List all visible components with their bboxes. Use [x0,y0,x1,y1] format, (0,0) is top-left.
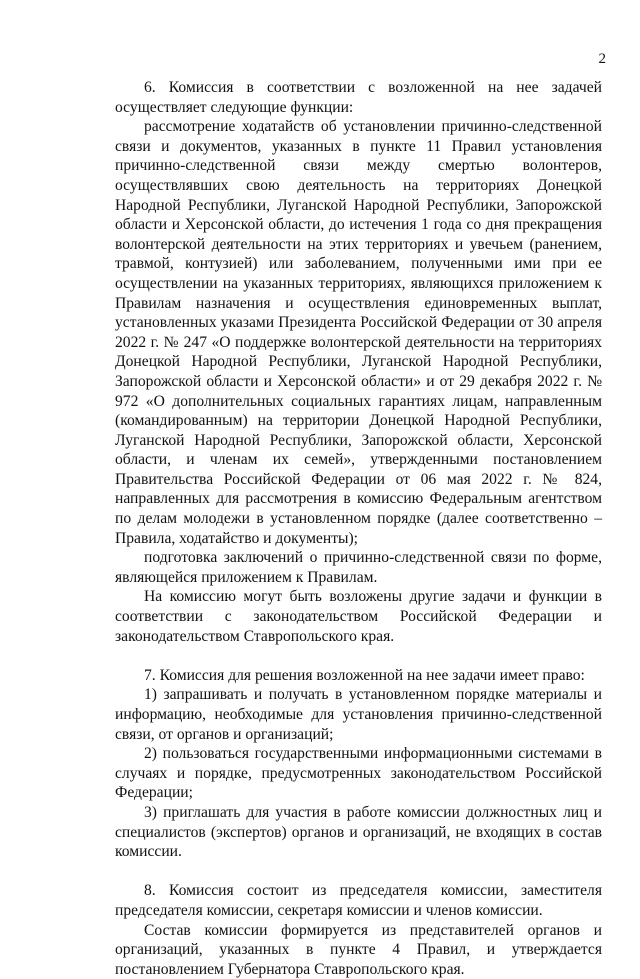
document-body [115,78,602,979]
section-7-right-3: 3) приглашать для участия в работе комиссии должностных лиц и специалистов (экспертов) органов и организаций, не входящих в состав комиссии. [115,803,602,861]
section-6-additional: На комиссию могут быть возложены другие задачи и функции в соответствии с законодательством Российской Федерации и законодательством Ставропольского края. [115,588,602,645]
section-6-function-2: подготовка заключений о причинно-следственной связи по форме, являющейся приложением к Правилам. [115,549,602,586]
section-8-composition: Состав комиссии формируется из представителей органов и организаций, указанных в пункте 4 Правил, и утверждается постановлением Губернатора Ставропольского края. [115,921,602,978]
page-number: 2 [598,51,606,67]
section-7-heading: 7. Комиссия для решения возложенной на нее задачи имеет право: [144,666,585,684]
section-6-function-1: рассмотрение ходатайств об установлении причинно-следственной связи и документов, указанных в пункте 11 Правил установления причинно-следственной связи между смертью волонтеров, осуществлявших свою деятельность на территориях Донецкой Народной Республики, Луганской Народной Республики, Запорожской области и Херсонской области, до истечения 1 года со дня прекращения волонтерской деятельности на этих территориях и увечьем (ранением, травмой, контузией) или заболеванием, полученными ими при ее осуществлении на указанных территориях, являющихся приложением к Правилам назначения и осуществления единовременных выплат, установленных указами Президента Российской Федерации от 30 апреля 2022 г. № 247 «О поддержке волонтерской деятельности на территориях Донецкой Народной Республики, Луганской Народной Республики, Запорожской области и Херсонской области» и от 29 декабря 2022 г. № 972 «О дополнительных социальных гарантиях лицам, направленным (командированным) на территории Донецкой Народной Республики, Луганской Народной Республики, Запорожской области, Херсонской области, и членам их семей», утвержденными постановлением Правительства Российской Федерации от 06 мая 2022 г. № 824, направленных для рассмотрения в комиссию Федеральным агентством по делам молодежи в установленном порядке (далее соответственно – Правила, ходатайство и документы); [115,118,602,547]
section-8-heading: 8. Комиссия состоит из председателя комиссии, заместителя председателя комиссии, секретаря комиссии и членов комиссии. [115,882,602,919]
section-7-right-2: 2) пользоваться государственными информационными системами в случаях и порядке, предусмотренных законодательством Российской Федерации; [115,745,602,802]
section-6-heading: 6. Комиссия в соответствии с возложенной на нее задачей осуществляет следующие функции: [115,79,602,116]
section-7-right-1: 1) запрашивать и получать в установленном порядке материалы и информацию, необходимые для установления причинно-следственной связи, от органов и организаций; [115,686,602,743]
